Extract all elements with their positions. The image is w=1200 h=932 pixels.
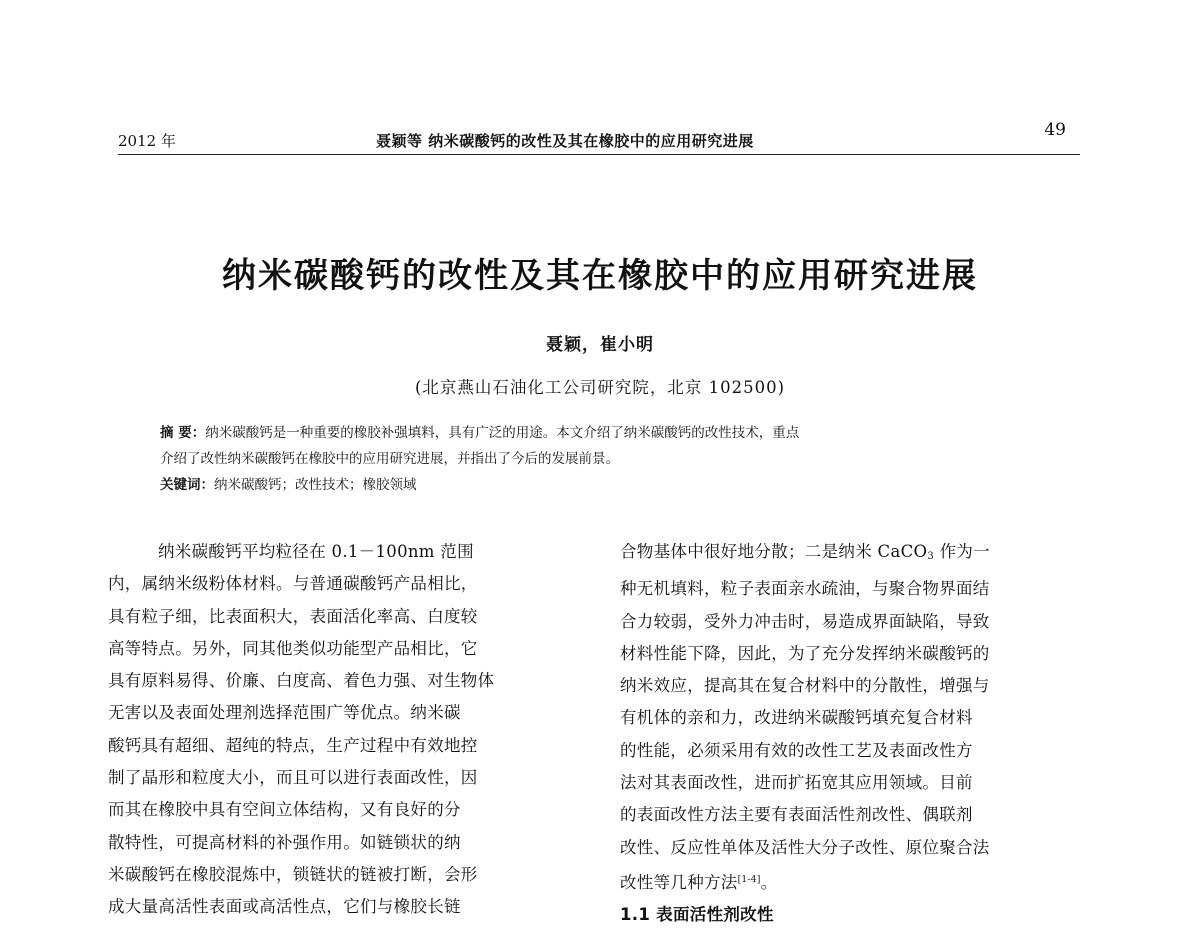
abstract-line: 介绍了改性纳米碳酸钙在橡胶中的应用研究进展，并指出了今后的发展前景。 [160, 451, 619, 467]
keywords-text: 纳米碳酸钙；改性技术；橡胶领域 [214, 477, 417, 493]
body-text: 。 [760, 872, 778, 892]
body-line: 的性能，必须采用有效的改性工艺及表面改性方 [620, 740, 973, 760]
body-line: 有机体的亲和力，改进纳米碳酸钙填充复合材料 [620, 708, 973, 728]
running-head [118, 118, 1080, 155]
article-authors: 聂颖，崔小明 [546, 335, 654, 355]
subsection-heading: 1.1 表面活性剂改性 [620, 905, 774, 925]
page-number: 49 [1044, 120, 1066, 140]
body-line: 酸钙具有超细、超纯的特点，生产过程中有效地控 [108, 735, 478, 755]
body-line: 纳米碳酸钙平均粒径在 0.1－100nm 范围 [158, 542, 474, 561]
body-column-right [620, 536, 1092, 932]
body-line: 成大量高活性表面或高活性点，它们与橡胶长链 [108, 897, 461, 917]
body-line: 合力较弱，受外力冲击时，易造成界面缺陷，导致 [620, 611, 990, 631]
abstract-label: 摘 要： [160, 425, 206, 441]
body-line: 散特性，可提高材料的补强作用。如链锁状的纳 [108, 832, 461, 852]
keywords-label: 关键词： [160, 477, 214, 493]
keywords-line [160, 472, 1060, 498]
body-line: 具有粒子细，比表面积大，表面活化率高、白度较 [108, 606, 478, 626]
body-line: 法对其表面改性，进而扩拓宽其应用领域。目前 [620, 773, 973, 793]
running-head-year: 2012 年 [118, 132, 176, 150]
body-line: 米碳酸钙在橡胶混炼中，锁链状的链被打断，会形 [108, 864, 478, 884]
body-line: 内，属纳米级粉体材料。与普通碳酸钙产品相比， [108, 574, 478, 594]
body-line: 高等特点。另外，同其他类似功能型产品相比，它 [108, 638, 478, 658]
body-line [620, 864, 1092, 899]
body-text: 作为一 [934, 542, 990, 561]
body-line: 材料性能下降，因此，为了充分发挥纳米碳酸钙的 [620, 643, 990, 663]
citation: [1-4] [737, 874, 761, 885]
article-title: 纳米碳酸钙的改性及其在橡胶中的应用研究进展 [222, 256, 978, 296]
body-text: 合物基体中很好地分散；二是纳米 CaCO [620, 542, 928, 561]
body-line [620, 536, 1092, 573]
body-text: 改性等几种方法 [620, 872, 738, 892]
abstract [160, 420, 1060, 498]
abstract-line [160, 420, 1060, 446]
body-line: 种无机填料，粒子表面亲水疏油，与聚合物界面结 [620, 579, 990, 599]
body-line: 纳米效应，提高其在复合材料中的分散性，增强与 [620, 676, 990, 696]
body-line: 无害以及表面处理剂选择范围广等优点。纳米碳 [108, 703, 461, 723]
body-line: 而其在橡胶中具有空间立体结构，又有良好的分 [108, 800, 461, 820]
body-line: 的表面改性方法主要有表面活性剂改性、偶联剂 [620, 805, 973, 825]
body-line: 制了晶形和粒度大小，而且可以进行表面改性，因 [108, 768, 478, 788]
article-affiliation: (北京燕山石油化工公司研究院，北京 102500) [414, 378, 786, 397]
body-line: 具有原料易得、价廉、白度高、着色力强、对生物体 [108, 671, 495, 691]
abstract-text: 纳米碳酸钙是一种重要的橡胶补强填料，具有广泛的用途。本文介绍了纳米碳酸钙的改性技术，重点 [205, 425, 800, 441]
body-column-left [108, 536, 580, 924]
body-line: 改性、反应性单体及活性大分子改性、原位聚合法 [620, 837, 990, 857]
subscript: 3 [927, 551, 935, 562]
running-head-title: 聂颖等 纳米碳酸钙的改性及其在橡胶中的应用研究进展 [376, 132, 754, 150]
